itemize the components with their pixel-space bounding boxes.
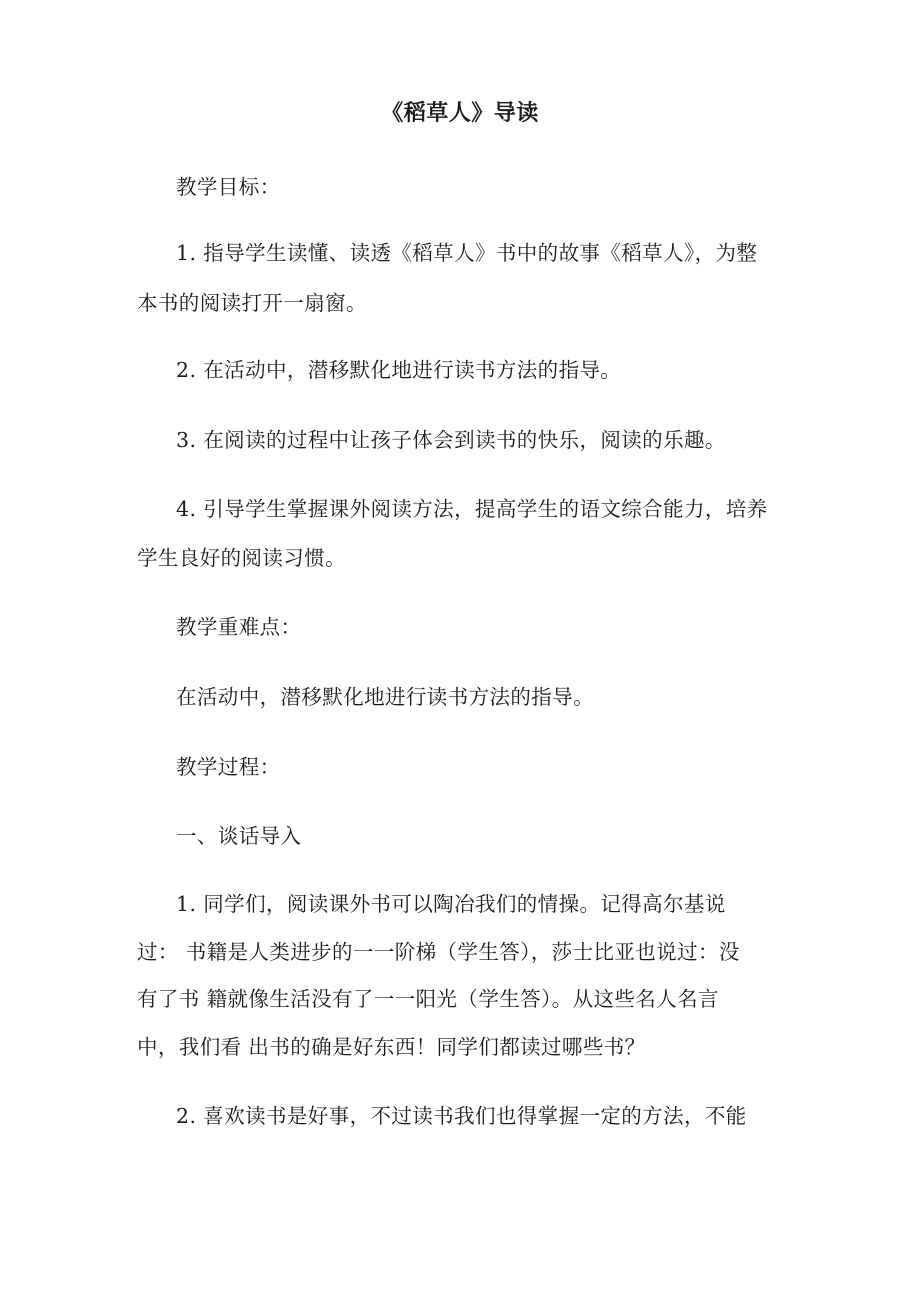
key-points-text: 在活动中，潜移默化地进行读书方法的指导。: [176, 685, 594, 709]
process-step-1-heading: 一、谈话导入: [176, 824, 302, 848]
key-points-heading: 教学重难点：: [176, 615, 302, 639]
process-heading: 教学过程：: [176, 755, 281, 779]
objective-4-line-2: 学生良好的阅读习惯。: [137, 546, 346, 570]
objective-3: 3. 在阅读的过程中让孩子体会到读书的快乐，阅读的乐趣。: [176, 428, 726, 452]
document-title: 《稻草人》导读: [381, 100, 539, 126]
objective-2: 2. 在活动中，潜移默化地进行读书方法的指导。: [176, 358, 622, 382]
step-1-item-1-line-3: 有了书 籍就像生活没有了一一阳光（学生答）。从这些名人名言: [137, 987, 719, 1011]
step-1-item-2-line-1: 2. 喜欢读书是好事，不过读书我们也得掌握一定的方法，不能: [176, 1104, 747, 1128]
step-1-item-1-line-4: 中，我们看 出书的确是好东西！同学们都读过哪些书？: [137, 1035, 646, 1059]
step-1-item-1-line-1: 1. 同学们，阅读课外书可以陶冶我们的情操。记得高尔基说: [176, 892, 726, 916]
objective-1-line-2: 本书的阅读打开一扇窗。: [137, 291, 367, 315]
step-1-item-1-line-2: 过： 书籍是人类进步的一一阶梯（学生答），莎士比亚也说过：没: [137, 940, 740, 964]
objectives-heading: 教学目标：: [176, 175, 281, 199]
objective-4-line-1: 4. 引导学生掌握课外阅读方法，提高学生的语文综合能力，培养: [176, 497, 768, 521]
objective-1-line-1: 1. 指导学生读懂、读透《稻草人》书中的故事《稻草人》，为整: [176, 241, 758, 265]
